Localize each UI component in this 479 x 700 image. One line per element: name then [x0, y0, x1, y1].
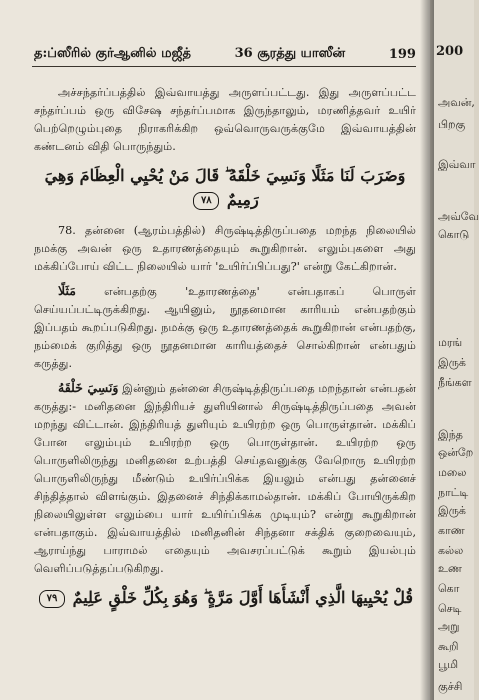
term-nasiya-explanation: இன்னும் தன்னை சிருஷ்டித்திருப்பதை மறந்தான் என்பதன் கருத்து:- மனிதனை இந்திரியச் துளியினால் சிருஷ்டித்திருப்பதை அவன் மறந்து விட்டான். இந்திரியத் துளியும் உயிரற்ற ஒரு பொருள்தான். மக்கிப் போன எலும்பும் உயிரற்ற ஒரு பொருள்தான். உயிரற்ற ஒரு பொருளிலிருந்து மனிதனை உற்பத்தி செய்தவனுக்கு வேறொரு உயிரற்ற பொருளிலிருந்து மீண்டும் உயிர்ப்பிக்க இயலும் என்பது தன்னைச் சிந்தித்தால் விளங்கும். இதனைச் சிந்திக்காமல்தான். மக்கிப் போயிருக்கிற நிலையிலுள்ள எலும்பை யார் உயிர்ப்பிக்க முடியும்? என்று கூறுகிறான் என்பதாகும். இவ்வாயத்தில் மனிதனின் சிந்தனா சக்திக் குறைவையும், ஆராய்ந்து பாராமல் எதையும் அவசரப்பட்டுக் கூறும் இயல்பும் வெளிப்படுத்தப்படுகிறது. — [34, 382, 416, 575]
next-page-line: கூறி — [438, 640, 459, 653]
verse-79-text: قُلْ يُحْيِيهَا الَّذِي أَنْشَأَهَا أَوَّلَ مَرَّةٍ ۖ وَهُوَ بِكُلِّ خَلْقٍ عَلِيمٌ — [72, 588, 414, 607]
next-page-line: ஒன்றே — [438, 446, 474, 459]
verse-78-line2: رَمِيمٌ — [226, 190, 259, 209]
page-content — [34, 84, 416, 620]
next-page-line: இவ்வா — [438, 158, 476, 171]
next-page-line: உண — [438, 562, 462, 575]
commentary-78: 78. தன்னை (ஆரம்பத்தில்) சிருஷ்டித்திருப்பதை மறந்த நிலையில் நமக்கு அவன் ஒரு உதாரணத்தையும் கூறுகிறான். எலும்புகளை அது மக்கிப்போய் விட்ட நிலையில் யார் 'உயிர்ப்பிப்பது?' என்று கேட்கிறான். — [34, 224, 416, 273]
next-page-line: கல்ல — [438, 544, 464, 557]
book-gutter-shadow — [420, 0, 434, 700]
next-page-line: நாட்டி — [438, 486, 469, 499]
next-page-line: கொடு — [438, 228, 470, 241]
verse-number-79: ٧٩ — [39, 590, 65, 608]
chapter-title: 36 சூரத்து யாஸீன் — [234, 46, 346, 61]
page-number: 199 — [388, 46, 416, 62]
next-page-edge — [434, 0, 479, 700]
term-mathal-paragraph — [34, 282, 416, 373]
next-page-line: பிறகு — [438, 118, 466, 131]
verse-78-line1: وَضَرَبَ لَنَا مَثَلًا وَنَسِيَ خَلْقَهُ ۖ قَالَ مَنْ يُحْيِي الْعِظَامَ وَهِيَ — [44, 166, 406, 185]
next-page-line: இருக் — [438, 504, 466, 517]
next-page-line: பூமி — [438, 658, 459, 671]
next-page-line: காண — [438, 524, 465, 537]
next-page-line: அறு — [438, 620, 460, 633]
next-page-line: மரங் — [438, 336, 463, 349]
next-page-line: அவன், — [438, 96, 475, 109]
next-page-line: இந்த — [438, 428, 463, 441]
intro-paragraph: அச்சந்தர்ப்பத்தில் இவ்வாயத்து அருளப்பட்டது. இது அருளப்பட்ட சந்தர்ப்பம் ஒரு விசேஷ சந்தர்ப்பமாக இருந்தாலும், மரணித்தவர் உயிர் பெற்றெழும்புதை நிராகரிக்கிற ஒவ்வொருவருக்குமே இவ்வாயத்தின் கண்டனம் விதி பொருந்தும். — [34, 86, 416, 153]
next-page-line: குச்சி — [438, 680, 463, 693]
term-mathal-explanation: என்பதற்கு 'உதாரணத்தை' என்பதாகப் பொருள் செய்யப்பட்டிருக்கிறது. ஆயினும், நூதனமான காரியம் என்பதற்கும் இப்பதம் கூறப்படுகிறது. நமக்கு ஒரு உதாரணத்தைக் கூறுகிறான் என்பதற்கு, நம்மைக் குறித்து ஒரு நூதனமான காரியத்தைச் சொல்கிறான் என்பதும் கருத்து. — [34, 285, 416, 370]
term-nasiya: وَنَسِيَ خَلْقَهُ — [58, 380, 119, 395]
next-page-line: இருக் — [438, 356, 466, 369]
next-page-line: அவ்வே — [438, 210, 479, 223]
verse-79 — [34, 586, 416, 610]
verse-78 — [34, 164, 416, 212]
verse-number-78: ٧٨ — [193, 192, 219, 210]
header-rule — [32, 66, 416, 67]
page-header — [34, 44, 416, 64]
term-mathal: مَثَلًا — [58, 283, 76, 298]
book-title: த:ப்ஸீரில் குர்ஆனில் மஜீத் — [34, 46, 191, 61]
term-nasiya-paragraph — [34, 379, 416, 578]
next-page-line: நீங்கள — [438, 376, 472, 389]
next-page-line: செடி — [438, 602, 462, 615]
next-page-line: கொ — [438, 582, 460, 595]
next-page-line: மலை — [438, 466, 467, 479]
next-page-number: 200 — [436, 44, 464, 59]
